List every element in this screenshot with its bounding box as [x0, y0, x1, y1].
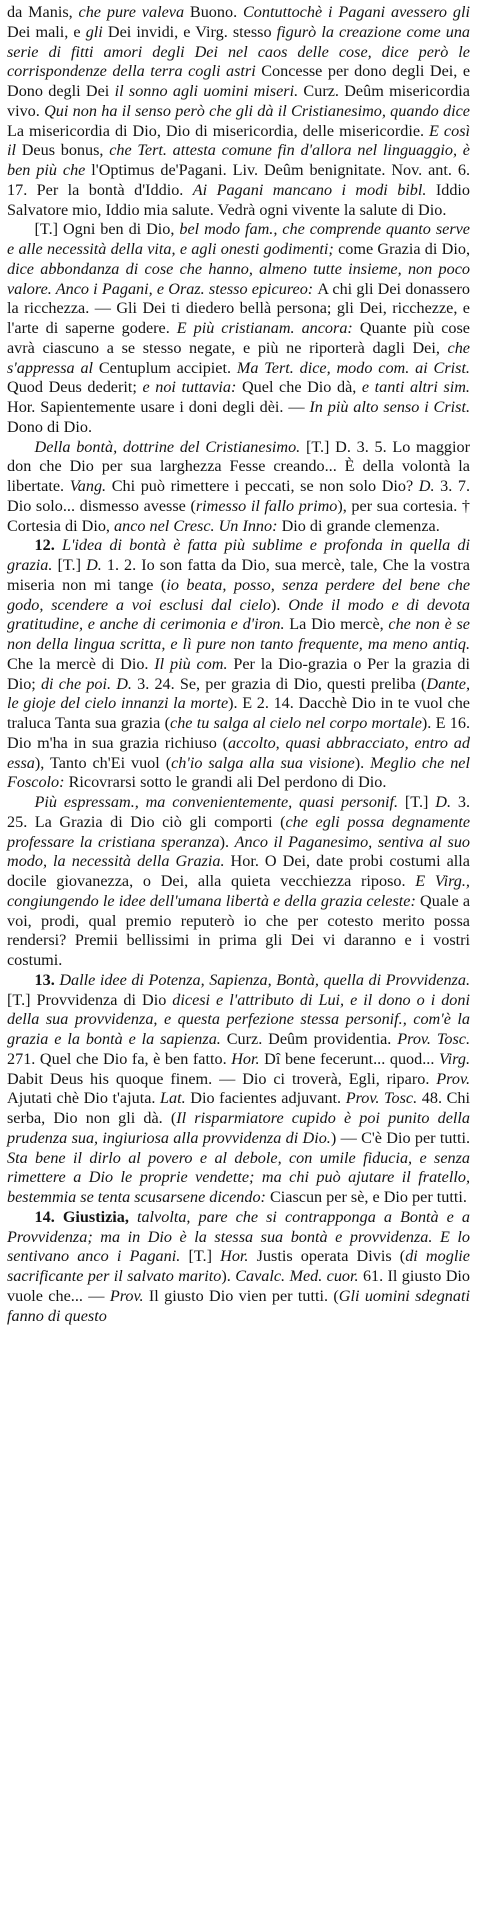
body-text: come Grazia di Dio,	[338, 240, 470, 258]
italic-gloss: dicesi e l'attributo di Lui, e il dono o i doni della sua provvidenza, e questa perfezione stessa personif., com'è la grazia e la bontà e la sapienza.	[7, 990, 470, 1048]
body-text: Quod Deus dederit;	[7, 378, 143, 397]
body-text: [T.]	[188, 1247, 221, 1266]
body-text: Quante più cose avrà ciascuno a se stesso negate, e più ne riporterà dagli Dei,	[7, 319, 470, 357]
italic-gloss: rimesso il fallo primo	[195, 496, 338, 515]
italic-gloss: il sonno agli uomini miseri.	[114, 82, 304, 100]
body-text: ), Tanto ch'Ei vuol (	[34, 753, 172, 772]
body-text: ).	[219, 832, 235, 851]
italic-gloss: Della bontà, dottrine del Cristianesimo.	[34, 437, 306, 456]
entry-paragraph	[7, 3, 470, 220]
body-text: Hor. O Dei, date probi costumi alla docile giovanezza, o Dei, alla quieta vecchiezza riposo.	[7, 852, 470, 890]
body-text: ) — C'è Dio per tutti.	[330, 1128, 470, 1147]
italic-gloss: Contuttochè i Pagani avessero gli	[243, 3, 470, 21]
italic-gloss: dice abbondanza di cose che hanno, almeno tutte insieme, non poco valore. Anco i Pagani, e Oraz. stesso epicureo:	[7, 259, 470, 298]
section-number: 14.	[34, 1207, 63, 1226]
body-text: 3. 7. Dio solo... dismesso avesse (	[7, 477, 471, 515]
body-text: Buono.	[189, 3, 243, 21]
italic-gloss: Dante, le gioje del cielo innanzi la morte	[7, 674, 471, 713]
body-text: 3. 24. Se, per grazia di Dio, questi preliba (	[137, 674, 427, 693]
italic-gloss: Prov. Tosc.	[345, 1089, 422, 1108]
body-text: Per la Dio-grazia o Per la grazia di Dio;	[7, 654, 471, 693]
italic-gloss: Onde il modo e di devota gratitudine, e anche di cerimonia e d'iron.	[7, 595, 470, 634]
body-text: ).	[354, 753, 371, 772]
body-text: [T.]	[57, 556, 87, 574]
italic-gloss: che pure valeva	[78, 3, 190, 21]
italic-gloss: Prov.	[109, 1286, 149, 1305]
italic-gloss: Anco il Paganesimo, sentiva al suo modo, la necessità della Grazia.	[7, 832, 471, 871]
italic-gloss: Ai Pagani mancano i modi bibl.	[192, 180, 436, 199]
body-text: 1. 2. Io son fatta da Dio, sua mercè, tale, Che la vostra miseria non mi tange (	[7, 556, 470, 594]
italic-gloss: bel modo fam., che comprende quanto serve e alle necessità della vita, e agli onesti godimenti;	[7, 220, 470, 258]
body-text: da Manis,	[7, 3, 79, 21]
italic-gloss: Prov.	[436, 1069, 470, 1088]
italic-gloss: Hor.	[231, 1049, 265, 1068]
italic-gloss: D.	[86, 556, 107, 574]
italic-gloss: Dalle idee di Potenza, Sapienza, Bontà, quella di Provvidenza.	[59, 970, 470, 989]
body-text: Dabit Deus his quoque finem. — Dio ci troverà, Egli, riparo.	[7, 1069, 437, 1088]
body-text: Concesse per dono degli Dei, e Dono degli Dei	[7, 62, 471, 100]
body-text: Curz. Deûm misericordia vivo.	[7, 82, 470, 120]
entry-paragraph	[7, 971, 470, 1208]
italic-gloss: Hor.	[220, 1247, 257, 1266]
italic-gloss: di che poi. D.	[40, 674, 138, 693]
body-text: Dei invidi, e Virg. stesso	[107, 22, 277, 41]
body-text: Dî bene fecerunt... quod...	[264, 1049, 439, 1068]
body-text: La misericordia di Dio, Dio di misericordia, delle misericordie.	[7, 121, 430, 140]
entry-paragraph	[7, 1208, 470, 1327]
body-text: Quale a voi, prodi, qual premio reputerò io che per cotesto merito possa rendersi? Premii bellissimi in prima gli Dei vi daranno e i vostri costumi.	[7, 891, 470, 969]
italic-gloss: Gli uomini sdegnati fanno di questo	[7, 1286, 470, 1325]
italic-gloss: Il risparmiatore cupido è poi punito della prudenza sua, ingiuriosa alla provvidenza di Dio.	[7, 1109, 470, 1147]
body-text: [T.] Ogni ben di Dio,	[34, 220, 180, 239]
body-text: Dono di Dio.	[7, 417, 92, 436]
body-text: l'Optimus de'Pagani. Liv. Deûm benignitate. Nov. ant. 6. 17. Per la bontà d'Iddio.	[7, 161, 471, 199]
body-text: [T.] Provvidenza di Dio	[7, 990, 173, 1009]
body-text: A chi gli Dei donassero la ricchezza. — Gli Dei ti diedero bellà persona; gli Dei, ricchezze, e l'arte di saperne godere.	[7, 279, 470, 337]
italic-gloss: figurò la creazione come una serie di fitti amori degli Dei nel caos delle cose, dice però le corrispondenze della terra cogli astri	[7, 22, 471, 81]
body-text: ). E 16. Dio m'ha in sua grazia richiuso (	[7, 714, 471, 752]
body-text: 48. Chi serba, Dio non gli dà. (	[7, 1089, 470, 1127]
italic-gloss: E più cristianam. ancora:	[176, 319, 360, 337]
body-text: Centuplum accipiet.	[98, 358, 237, 377]
italic-gloss: E così il	[7, 121, 470, 160]
italic-gloss: Ma Tert. dice, modo com. ai Crist.	[236, 358, 470, 377]
italic-gloss: Più espressam., ma convenientemente, quasi personif.	[34, 793, 405, 811]
body-text: Deus bonus,	[21, 141, 110, 160]
italic-gloss: D.	[435, 793, 458, 811]
body-text: Ciascun per sè, e Dio per tutti.	[269, 1188, 467, 1206]
italic-gloss: D.	[418, 477, 441, 495]
italic-gloss: di moglie sacrificante per il salvato marito	[7, 1247, 470, 1285]
italic-gloss: Sta bene il dirlo al povero e al debole, con umile fiducia, e senza rimettere a Dio le proprie vendette; ma chi può ajutare il fratello, bestemmia se tenta scusarsene dicendo:	[7, 1148, 470, 1206]
italic-gloss: e tanti altri sim.	[361, 378, 470, 397]
body-text: La Dio mercè,	[289, 615, 389, 634]
body-text: ), per sua cortesia. † Cortesia di Dio,	[7, 496, 470, 535]
entry-paragraph	[7, 220, 470, 437]
body-text: Ricovrarsi sotto le grandi ali Del perdono di Dio.	[68, 773, 387, 792]
body-text: Ajutati chè Dio t'ajuta.	[7, 1089, 161, 1108]
body-text: ).	[221, 1267, 236, 1285]
entry-paragraph	[7, 536, 470, 793]
italic-gloss: Meglio che nel Foscolo:	[7, 753, 470, 792]
body-text: Hor. Sapientemente usare i doni degli dèi. —	[7, 398, 310, 416]
italic-gloss: gli	[85, 22, 108, 41]
body-text: Il giusto Dio vien per tutti. (	[148, 1286, 339, 1305]
body-text: ). E 2. 14. Dacchè Dio in te vuol che traluca Tanta sua grazia (	[7, 694, 470, 732]
body-text: ).	[271, 595, 289, 614]
italic-gloss: Prov. Tosc.	[397, 1030, 470, 1048]
italic-gloss: L'idea di bontà è fatta più sublime e profonda in quella di grazia.	[7, 536, 471, 574]
italic-gloss: e noi tuttavia:	[142, 378, 242, 397]
italic-gloss: In più alto senso i Crist.	[309, 398, 470, 416]
italic-gloss: che tu salga al cielo nel corpo mortale	[170, 714, 422, 732]
entry-paragraph	[7, 438, 470, 537]
italic-gloss: E Virg., congiungendo le idee dell'umana libertà e della grazia celeste:	[7, 872, 470, 910]
italic-gloss: Lat.	[160, 1089, 191, 1108]
body-text: Justis operata Divis (	[256, 1247, 406, 1266]
italic-gloss: Cavalc. Med. cuor.	[235, 1267, 363, 1285]
entry-paragraph	[7, 793, 470, 971]
body-text: [T.]	[404, 793, 436, 811]
italic-gloss: accolto, quasi abbracciato, entro ad essa	[7, 733, 470, 772]
body-text: 61. Il giusto Dio vuole che... —	[7, 1267, 471, 1305]
body-text: Quel che Dio dà,	[241, 378, 362, 397]
italic-gloss: Vang.	[69, 477, 112, 495]
body-text: Dio di grande clemenza.	[281, 516, 440, 535]
body-text: Dio facientes adjuvant.	[190, 1089, 346, 1108]
body-text: Dei mali, e	[7, 22, 86, 41]
italic-gloss: talvolta, pare che si contrapponga a Bontà e a Provvidenza; ma in Dio è la stessa sua bontà e provvidenza. E lo sentivano anco i Pagani.	[7, 1207, 471, 1266]
italic-gloss: anco nel Cresc. Un Inno:	[114, 516, 282, 535]
body-text: 271. Quel che Dio fa, è ben fatto.	[7, 1049, 232, 1068]
body-text: Chi può rimettere i peccati, se non solo Dio?	[111, 477, 419, 495]
body-text: [T.] D. 3. 5. Lo maggior don che Dio per sua larghezza Fesse creando... È della volontà la libertate.	[7, 437, 470, 495]
section-number: Giustizia,	[62, 1207, 137, 1226]
italic-gloss: che egli possa degnamente professare la cristiana speranza	[7, 812, 471, 851]
italic-gloss: Il più com.	[154, 654, 234, 673]
body-text: Che la mercè di Dio.	[7, 654, 155, 673]
italic-gloss: che non è se non della lingua scritta, e lì pure non tanto frequente, ma meno antiq.	[7, 615, 470, 653]
italic-gloss: Virg.	[438, 1049, 470, 1068]
body-text: Curz. Deûm providentia.	[226, 1030, 398, 1048]
body-text: 3. 25. La Grazia di Dio ciò gli comporti (	[7, 793, 470, 831]
italic-gloss: che s'appressa al	[7, 338, 470, 377]
entry-text	[7, 3, 470, 1326]
section-number: 12.	[34, 536, 62, 555]
italic-gloss: io beata, posso, senza perdere del bene che godo, scendere a voi esclusi dal cielo	[7, 575, 471, 614]
italic-gloss: Qui non ha il senso però che gli dà il Cristianesimo, quando dice	[44, 101, 470, 120]
italic-gloss: ch'io salga alla sua visione	[171, 753, 355, 772]
body-text: Iddio Salvatore mio, Iddio mia salute. Vedrà ogni vivente la salute di Dio.	[7, 180, 471, 219]
italic-gloss: che Tert. attesta comune fin d'allora nel linguaggio, è ben più che	[7, 141, 470, 179]
section-number: 13.	[34, 970, 60, 989]
